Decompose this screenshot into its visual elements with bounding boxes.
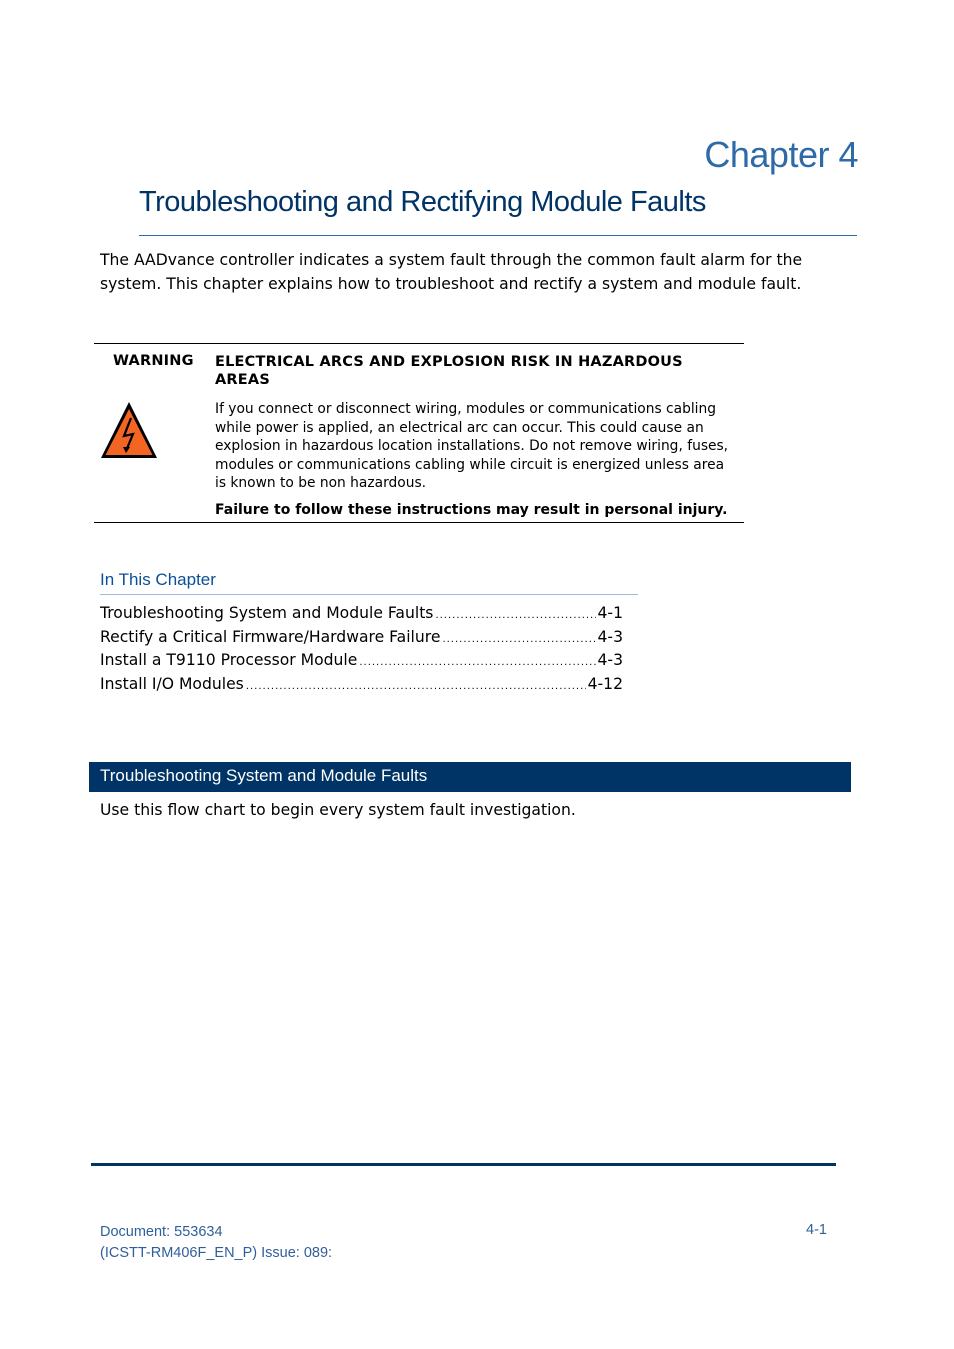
toc-item-title: Install I/O Modules <box>100 674 244 693</box>
toc-item-page: 4-3 <box>597 627 623 646</box>
footer-document-info <box>100 1222 332 1264</box>
toc-heading: In This Chapter <box>100 570 216 589</box>
warning-body: If you connect or disconnect wiring, modules or communications cabling while power is applied, an electrical arc can occur. This could cause an explosion in hazardous location installations. Do not remove wiring, fuses, modules or communications cabling while circuit is energized unless area is known to be non hazardous. <box>215 401 729 492</box>
warning-heading: ELECTRICAL ARCS AND EXPLOSION RISK IN HAZARDOUS AREAS <box>215 354 683 388</box>
footer-issue: (ICSTT-RM406F_EN_P) Issue: 089: <box>100 1245 333 1261</box>
warning-label: WARNING <box>113 353 194 369</box>
toc-leader-dots <box>246 675 586 699</box>
toc-item-page: 4-3 <box>597 651 623 670</box>
footer-page-number: 4-1 <box>806 1222 827 1238</box>
toc-item-title: Troubleshooting System and Module Faults <box>100 604 434 622</box>
warning-consequence: Failure to follow these instructions may result in personal injury. <box>215 502 728 518</box>
toc-divider <box>100 594 638 595</box>
section-header-bar <box>89 762 851 792</box>
toc-item[interactable] <box>100 649 623 673</box>
toc-item-page: 4-12 <box>587 674 623 693</box>
chapter-label: Chapter 4 <box>704 134 858 175</box>
warning-box <box>94 343 744 523</box>
title-divider <box>139 235 857 236</box>
toc-item-title: Rectify a Critical Firmware/Hardware Failure <box>100 627 441 646</box>
intro-paragraph: The AADvance controller indicates a system fault through the common fault alarm for the system. This chapter explains how to troubleshoot and rectify a system and module fault. <box>100 251 803 293</box>
toc-list <box>100 602 623 696</box>
chapter-title: Troubleshooting and Rectifying Module Faults <box>139 186 706 218</box>
toc-leader-dots <box>442 628 595 652</box>
footer-document-number: Document: 553634 <box>100 1224 223 1240</box>
section-title: Troubleshooting System and Module Faults <box>100 766 428 785</box>
toc-leader-dots <box>435 604 595 628</box>
toc-item[interactable] <box>100 602 623 626</box>
toc-item[interactable] <box>100 673 623 697</box>
section-text: Use this flow chart to begin every system fault investigation. <box>100 801 576 819</box>
toc-leader-dots <box>359 651 595 675</box>
toc-item[interactable] <box>100 626 623 650</box>
toc-item-page: 4-1 <box>597 604 623 622</box>
footer-divider <box>91 1163 836 1166</box>
electrical-hazard-icon <box>99 400 159 460</box>
toc-item-title: Install a T9110 Processor Module <box>100 651 358 670</box>
